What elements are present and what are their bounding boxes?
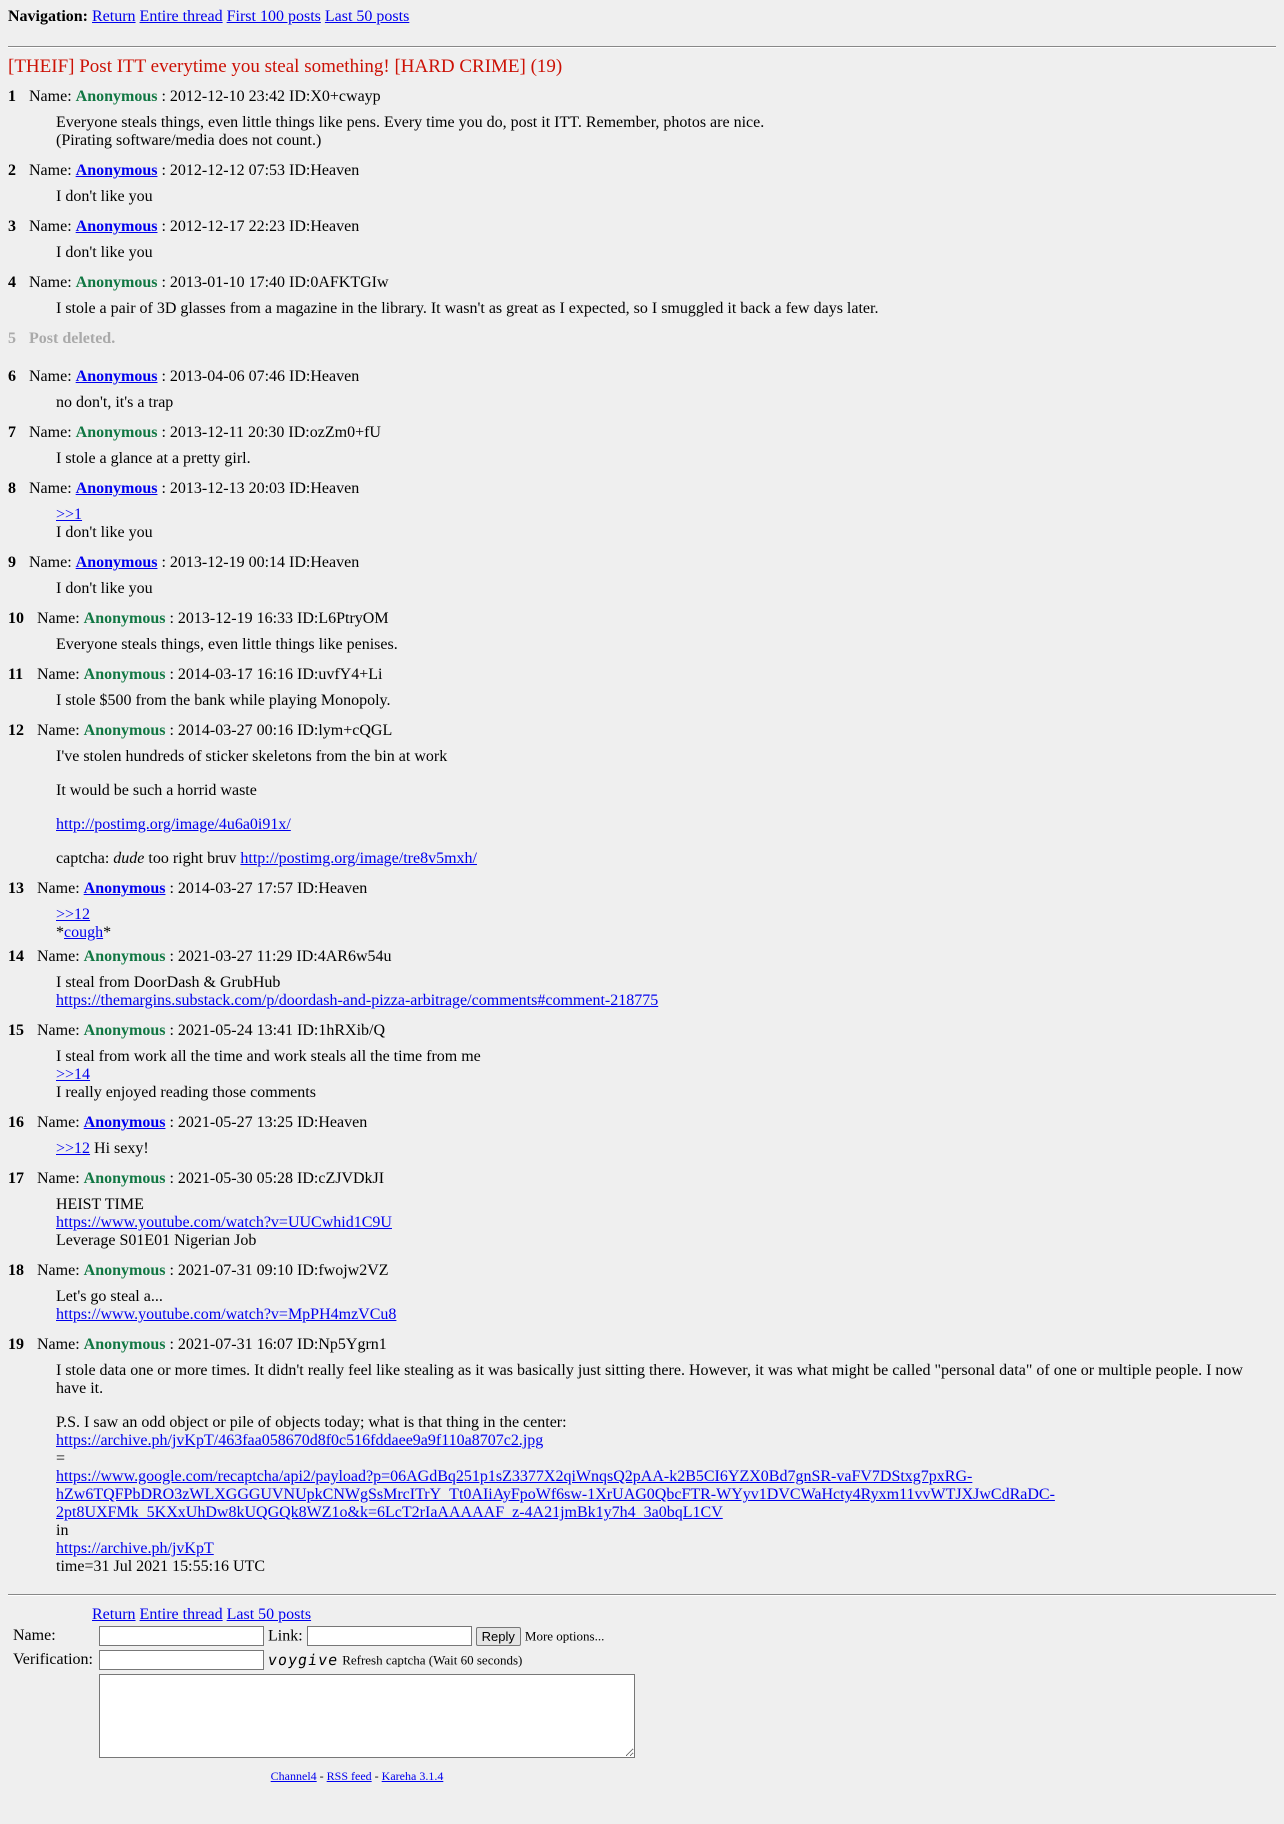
- post-text: It would be such a horrid waste: [56, 782, 257, 799]
- post-text: P.S. I saw an odd object or pile of objects today; what is that thing in the center:: [56, 1414, 567, 1431]
- post-3: [8, 218, 1276, 262]
- post-number[interactable]: 7: [8, 424, 16, 441]
- post-1: [8, 88, 1276, 150]
- channel4-link[interactable]: Channel4: [270, 1769, 317, 1783]
- post-text: I really enjoyed reading those comments: [56, 1084, 316, 1101]
- poster-name-link[interactable]: Anonymous: [83, 1114, 166, 1131]
- post-text: Everyone steals things, even little things like pens. Every time you do, post it ITT. Remember, photos are nice.: [56, 114, 765, 131]
- external-link[interactable]: https://themargins.substack.com/p/doordash-and-pizza-arbitrage/comments#comment-218775: [56, 992, 659, 1009]
- poster-name-link[interactable]: Anonymous: [75, 554, 158, 571]
- post-text: HEIST TIME: [56, 1196, 144, 1213]
- post-5-deleted: [8, 330, 1276, 348]
- poster-name: Anonymous: [83, 722, 166, 739]
- footer-separator: -: [371, 1769, 382, 1783]
- post-15: [8, 1022, 1276, 1102]
- post-number[interactable]: 10: [8, 610, 24, 627]
- name-label: Name:: [37, 1114, 80, 1131]
- post-text: I stole a glance at a pretty girl.: [56, 450, 251, 467]
- poster-name: Anonymous: [83, 610, 166, 627]
- post-number: 5: [8, 330, 16, 347]
- post-19: [8, 1336, 1276, 1576]
- name-label: Name:: [37, 666, 80, 683]
- image-link[interactable]: http://postimg.org/image/4u6a0i91x/: [56, 816, 291, 833]
- post-number[interactable]: 12: [8, 722, 24, 739]
- post-date: : 2021-05-30 05:28 ID:cZJVDkJI: [169, 1170, 385, 1187]
- post-text: I stole $500 from the bank while playing Monopoly.: [56, 692, 391, 709]
- post-date: : 2021-03-27 11:29 ID:4AR6w54u: [169, 948, 392, 965]
- nav-first-100-link[interactable]: First 100 posts: [226, 8, 321, 25]
- kareha-link[interactable]: Kareha 3.1.4: [381, 1769, 444, 1783]
- poster-name: Anonymous: [75, 424, 158, 441]
- post-14: [8, 948, 1276, 1010]
- post-text: Leverage S01E01 Nigerian Job: [56, 1232, 257, 1249]
- post-date: : 2013-04-06 07:46 ID:Heaven: [161, 368, 360, 385]
- post-2: [8, 162, 1276, 206]
- post-16: [8, 1114, 1276, 1158]
- top-navigation: [8, 8, 1276, 26]
- post-date: : 2014-03-27 17:57 ID:Heaven: [169, 880, 368, 897]
- name-label: Name:: [29, 554, 72, 571]
- name-label: Name:: [37, 1336, 80, 1353]
- link-input[interactable]: [307, 1626, 472, 1646]
- post-7: [8, 424, 1276, 468]
- name-input[interactable]: [99, 1626, 264, 1646]
- verification-label: Verification:: [13, 1651, 93, 1668]
- poster-name: Anonymous: [83, 666, 166, 683]
- post-text: I've stolen hundreds of sticker skeletons from the bin at work: [56, 748, 448, 765]
- post-number[interactable]: 15: [8, 1022, 24, 1039]
- post-date: : 2021-07-31 16:07 ID:Np5Ygrn1: [169, 1336, 387, 1353]
- post-number[interactable]: 11: [8, 666, 24, 683]
- name-label: Name:: [37, 722, 80, 739]
- recaptcha-link-part: 2pt8UXFMk_5KXxUhDw8kUQGQk8WZ1o&k=6LcT2rIaAAAAAF_z-4A21jmBk1y7h4_3a0bqL1CV: [56, 1504, 723, 1521]
- post-date: : 2021-05-27 13:25 ID:Heaven: [169, 1114, 368, 1131]
- name-label: Name:: [29, 88, 72, 105]
- name-label: Name:: [37, 1170, 80, 1187]
- poster-name-link[interactable]: Anonymous: [75, 218, 158, 235]
- verification-input[interactable]: [99, 1650, 264, 1670]
- post-13: [8, 880, 1276, 942]
- quote-link[interactable]: >>12: [56, 1140, 91, 1157]
- more-options-link[interactable]: More options...: [524, 1628, 605, 1644]
- poster-name-link[interactable]: Anonymous: [75, 162, 158, 179]
- post-date: : 2013-12-13 20:03 ID:Heaven: [161, 480, 360, 497]
- reply-button[interactable]: Reply: [476, 1627, 521, 1646]
- youtube-link[interactable]: https://www.youtube.com/watch?v=UUCwhid1C9U: [56, 1214, 392, 1231]
- poster-name: Anonymous: [75, 88, 158, 105]
- post-date: : 2013-12-19 00:14 ID:Heaven: [161, 554, 360, 571]
- cough-link[interactable]: cough: [64, 924, 104, 941]
- post-number[interactable]: 19: [8, 1336, 24, 1353]
- quote-link[interactable]: >>12: [56, 906, 91, 923]
- youtube-link[interactable]: https://www.youtube.com/watch?v=MpPH4mzVCu8: [56, 1306, 397, 1323]
- thread-title: [THEIF] Post ITT everytime you steal something! [HARD CRIME] (19): [8, 56, 563, 77]
- post-4: [8, 274, 1276, 318]
- reply-form-area: [8, 1606, 1276, 1785]
- post-text: I don't like you: [56, 244, 153, 261]
- archive-link[interactable]: https://archive.ph/jvKpT: [56, 1540, 214, 1557]
- post-11: [8, 666, 1276, 710]
- name-label: Name:: [29, 218, 72, 235]
- post-date: : 2014-03-17 16:16 ID:uvfY4+Li: [169, 666, 383, 683]
- name-field-label: Name:: [13, 1627, 56, 1644]
- post-date: : 2021-07-31 09:10 ID:fwojw2VZ: [169, 1262, 389, 1279]
- footer-separator: -: [316, 1769, 327, 1783]
- image-link[interactable]: http://postimg.org/image/tre8v5mxh/: [240, 850, 477, 867]
- post-date: : 2013-12-19 16:33 ID:L6PtryOM: [169, 610, 389, 627]
- name-label: Name:: [29, 480, 72, 497]
- post-12: [8, 722, 1276, 868]
- bottom-return-link[interactable]: Return: [92, 1606, 136, 1623]
- deleted-notice: Post deleted.: [29, 330, 116, 347]
- post-number[interactable]: 3: [8, 218, 16, 235]
- divider: [8, 1594, 1276, 1596]
- rss-feed-link[interactable]: RSS feed: [326, 1769, 372, 1783]
- name-label: Name:: [37, 880, 80, 897]
- post-number[interactable]: 8: [8, 480, 16, 497]
- post-date: : 2014-03-27 00:16 ID:lym+cQGL: [169, 722, 393, 739]
- post-number[interactable]: 16: [8, 1114, 24, 1131]
- post-number[interactable]: 13: [8, 880, 24, 897]
- post-number[interactable]: 1: [8, 88, 16, 105]
- post-text: =: [56, 1450, 66, 1467]
- poster-name: Anonymous: [83, 948, 166, 965]
- post-17: [8, 1170, 1276, 1250]
- post-date: : 2013-01-10 17:40 ID:0AFKTGIw: [161, 274, 389, 291]
- name-label: Name:: [29, 424, 72, 441]
- asterisk: *: [103, 924, 112, 941]
- post-text: (Pirating software/media does not count.): [56, 132, 322, 149]
- navigation-label: Navigation:: [8, 8, 88, 25]
- post-number[interactable]: 18: [8, 1262, 24, 1279]
- asterisk: *: [56, 924, 64, 941]
- post-number[interactable]: 4: [8, 274, 16, 291]
- name-label: Name:: [29, 368, 72, 385]
- post-6: [8, 368, 1276, 412]
- poster-name-link[interactable]: Anonymous: [83, 880, 166, 897]
- post-text: Everyone steals things, even little things like penises.: [56, 636, 398, 653]
- post-text: Let's go steal a...: [56, 1288, 163, 1305]
- quote-link[interactable]: >>1: [56, 506, 83, 523]
- poster-name: Anonymous: [83, 1262, 166, 1279]
- recaptcha-link-part: hZw6TQFPbDRO3zWLXGGGUVNUpkCNWgSsMrcITrY_Tt0AIiAyFpoWf6sw-1XrUAG0QbcFTR-WYyv1DVCWaHcty4Ryxm11vvWTJXJwCdRaDC-: [56, 1486, 1055, 1503]
- recaptcha-link-part: https://www.google.com/recaptcha/api2/payload?p=06AGdBq251p1sZ3377X2qiWnqsQ2pAA-k2B5CI6YZX0Bd7gnSR-vaFV7DStxg7pxRG-: [56, 1468, 973, 1485]
- comment-textarea[interactable]: [99, 1674, 635, 1758]
- captcha-image: voygive: [266, 1650, 340, 1669]
- name-label: Name:: [29, 162, 72, 179]
- bottom-navigation: [92, 1606, 1276, 1624]
- post-number[interactable]: 14: [8, 948, 24, 965]
- poster-name: Anonymous: [75, 274, 158, 291]
- poster-name-link[interactable]: Anonymous: [75, 480, 158, 497]
- poster-name-link[interactable]: Anonymous: [75, 368, 158, 385]
- post-text: in: [56, 1522, 69, 1539]
- post-number[interactable]: 9: [8, 554, 16, 571]
- post-number[interactable]: 17: [8, 1170, 24, 1187]
- post-text: too right bruv: [144, 850, 241, 867]
- name-label: Name:: [37, 610, 80, 627]
- post-number[interactable]: 2: [8, 162, 16, 179]
- post-text: no don't, it's a trap: [56, 394, 174, 411]
- archive-image-link[interactable]: https://archive.ph/jvKpT/463faa058670d8f0c516fddaee9a9f110a8707c2.jpg: [56, 1432, 544, 1449]
- post-date: : 2012-12-17 22:23 ID:Heaven: [161, 218, 360, 235]
- nav-last-50-link[interactable]: Last 50 posts: [324, 8, 410, 25]
- post-text: I stole data one or more times. It didn't really feel like stealing as it was basically just sitting there. However, it was what might be called "personal data" of one or multiple people. I now have it.: [56, 1362, 1243, 1397]
- post-10: [8, 610, 1276, 654]
- nav-return-link[interactable]: Return: [92, 8, 136, 25]
- recaptcha-link[interactable]: [56, 1468, 1055, 1521]
- captcha-prefix: captcha:: [56, 850, 114, 867]
- poster-name: Anonymous: [83, 1336, 166, 1353]
- post-date: : 2013-12-11 20:30 ID:ozZm0+fU: [161, 424, 381, 441]
- divider: [8, 46, 1276, 48]
- quote-link[interactable]: >>14: [56, 1066, 91, 1083]
- poster-name: Anonymous: [83, 1170, 166, 1187]
- refresh-captcha-note[interactable]: Refresh captcha (Wait 60 seconds): [342, 1652, 523, 1668]
- name-label: Name:: [37, 1022, 80, 1039]
- post-text: Hi sexy!: [90, 1140, 149, 1157]
- name-label: Name:: [29, 274, 72, 291]
- post-9: [8, 554, 1276, 598]
- post-date: : 2012-12-10 23:42 ID:X0+cwayp: [161, 88, 381, 105]
- post-text: I don't like you: [56, 188, 153, 205]
- post-text: I stole a pair of 3D glasses from a magazine in the library. It wasn't as great as I expected, so I smuggled it back a few days later.: [56, 300, 879, 317]
- name-label: Name:: [37, 1262, 80, 1279]
- nav-entire-thread-link[interactable]: Entire thread: [139, 8, 223, 25]
- post-number[interactable]: 6: [8, 368, 16, 385]
- bottom-entire-thread-link[interactable]: Entire thread: [139, 1606, 223, 1623]
- bottom-last-50-link[interactable]: Last 50 posts: [226, 1606, 312, 1623]
- post-8: [8, 480, 1276, 542]
- post-18: [8, 1262, 1276, 1324]
- reply-form: [10, 1624, 638, 1765]
- name-label: Name:: [37, 948, 80, 965]
- post-date: : 2012-12-12 07:53 ID:Heaven: [161, 162, 360, 179]
- captcha-word: dude: [113, 850, 145, 867]
- footer: [92, 1767, 622, 1785]
- post-date: : 2021-05-24 13:41 ID:1hRXib/Q: [169, 1022, 386, 1039]
- link-field-label: Link:: [267, 1627, 303, 1645]
- poster-name: Anonymous: [83, 1022, 166, 1039]
- post-text: I steal from work all the time and work steals all the time from me: [56, 1048, 481, 1065]
- post-text: time=31 Jul 2021 15:55:16 UTC: [56, 1558, 266, 1575]
- post-text: I don't like you: [56, 524, 153, 541]
- post-text: I don't like you: [56, 580, 153, 597]
- post-text: I steal from DoorDash & GrubHub: [56, 974, 281, 991]
